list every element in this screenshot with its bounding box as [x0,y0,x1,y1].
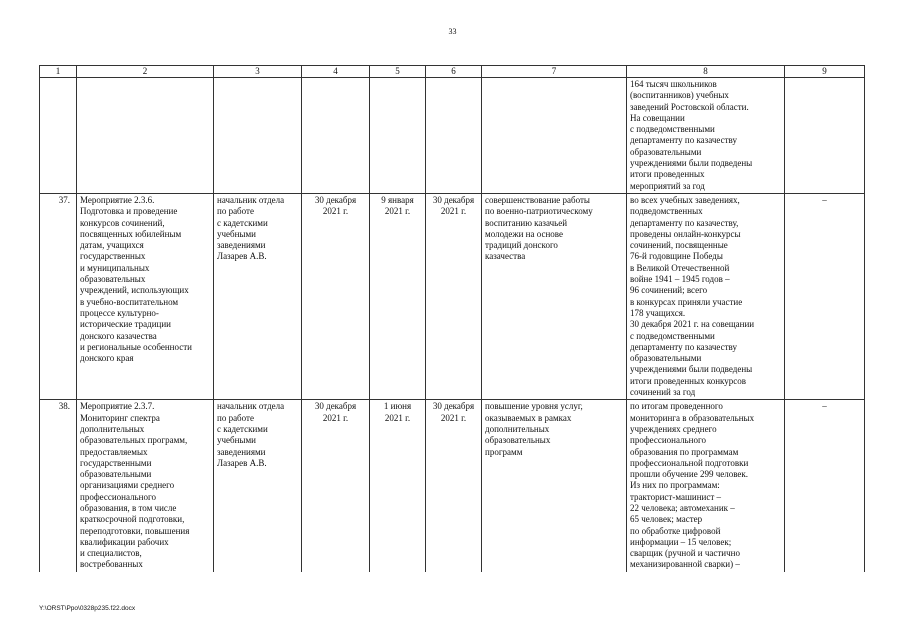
measure-cell [77,78,214,194]
column-number: 8 [627,66,785,78]
row-number: 38. [40,400,77,572]
table-row [40,78,865,194]
column-number: 6 [426,66,482,78]
expected-result-cell [482,78,627,194]
note-cell: – [785,400,865,572]
start-date-cell: 9 января 2021 г. [370,193,426,399]
table-row [40,400,865,572]
executor-cell: начальник отдела по работе с кадетскими учебными заведениями Лазарев А.В. [214,193,302,399]
column-number: 9 [785,66,865,78]
plan-date-cell: 30 декабря 2021 г. [302,400,370,572]
executor-cell: начальник отдела по работе с кадетскими учебными заведениями Лазарев А.В. [214,400,302,572]
start-date-cell [370,78,426,194]
executor-cell [214,78,302,194]
table-row [40,193,865,399]
end-date-cell: 30 декабря 2021 г. [426,193,482,399]
measure-cell: Мероприятие 2.3.6. Подготовка и проведение конкурсов сочинений, посвященных юбилейным датам, учащихся государственных и муниципальных образовательных учреждений, использующих в учебно-воспитательном процессе культурно- исторические традиции донского казачества и региональные особенности донского края [77,193,214,399]
file-path-footer: Y:\ORST\Ppo\0328p235.f22.docx [39,605,136,612]
report-table [39,65,865,572]
actual-result-cell: по итогам проведенного мониторинга в образовательных учреждениях среднего профессионального образования по программам профессиональной подготовки прошли обучение 299 человек. Из них по программам: тракторист-машинист – 22 человека; автомеханик – 65 человек; мастер по обработке цифровой информации – 15 человек; сварщик (ручной и частично механизированной сварки) – [627,400,785,572]
measure-cell: Мероприятие 2.3.7. Мониторинг спектра дополнительных образовательных программ, предоставляемых государственными образовательными организациями среднего профессионального образования, в том числе краткосрочной подготовки, переподготовки, повышения квалификации рабочих и специалистов, востребованных [77,400,214,572]
start-date-cell: 1 июня 2021 г. [370,400,426,572]
actual-result-cell: 164 тысяч школьников (воспитанников) учебных заведений Ростовской области. На совещании с подведомственными департаменту по казачеству образовательными учреждениями были подведены итоги проведенных мероприятий за год [627,78,785,194]
page-number: 33 [448,27,457,36]
column-number: 2 [77,66,214,78]
column-number: 4 [302,66,370,78]
expected-result-cell: совершенствование работы по военно-патриотическому воспитанию казачьей молодежи на основе традиций донского казачества [482,193,627,399]
end-date-cell: 30 декабря 2021 г. [426,400,482,572]
column-number: 1 [40,66,77,78]
column-number-row [40,66,865,78]
end-date-cell [426,78,482,194]
row-number [40,78,77,194]
note-cell: – [785,193,865,399]
plan-date-cell [302,78,370,194]
actual-result-cell: во всех учебных заведениях, подведомственных департаменту по казачеству, проведены онлайн-конкурсы сочинений, посвященные 76-й годовщине Победы в Великой Отечественной войне 1941 – 1945 годов – 96 сочинений; всего в конкурсах приняли участие 178 учащихся. 30 декабря 2021 г. на совещании с подведомственными департаменту по казачеству образовательными учреждениями были подведены итоги проведенных конкурсов сочинений за год [627,193,785,399]
column-number: 7 [482,66,627,78]
row-number: 37. [40,193,77,399]
column-number: 5 [370,66,426,78]
plan-date-cell: 30 декабря 2021 г. [302,193,370,399]
expected-result-cell: повышение уровня услуг, оказываемых в рамках дополнительных образовательных программ [482,400,627,572]
column-number: 3 [214,66,302,78]
note-cell [785,78,865,194]
